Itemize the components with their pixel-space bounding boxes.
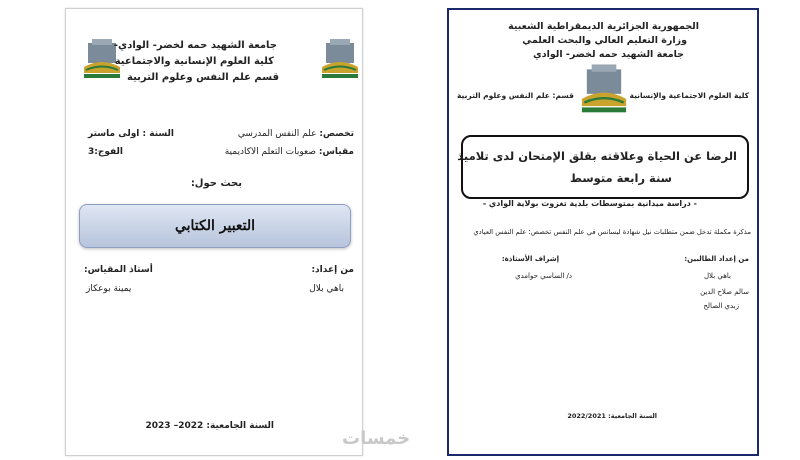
university-name: جامعة الشهيد حمه لخضر- الوادي- xyxy=(113,40,277,51)
group-line: الفوج:3 xyxy=(88,147,123,157)
prepared-by-label: من إعداد: xyxy=(311,265,354,275)
thesis-subtitle: - دراسة ميدانية بمتوسطات بلدية تغزوت بولاية الوادي - xyxy=(482,199,697,208)
university-logo-icon xyxy=(318,37,362,81)
topic-title: التعبير الكتابي xyxy=(174,218,256,234)
republic-name: الجمهورية الجزائرية الديمقراطية الشعبية xyxy=(508,21,699,32)
topic-box xyxy=(79,204,351,248)
professor-label: أستاذ المقياس: xyxy=(84,265,153,275)
professor-value: يمينة بوعكاز xyxy=(86,284,132,294)
student-name: باهي بلال xyxy=(703,272,731,280)
memo-line: مذكرة مكملة تدخل ضمن متطلبات نيل شهادة ليسانس في علم النفس تخصص: علم النفس العيادي xyxy=(473,228,751,236)
academic-year: السنة الجامعية: 2022– 2023 xyxy=(145,421,274,431)
university-name: جامعة الشهيد حمه لخضر- الوادي xyxy=(533,49,684,60)
prepared-by-value: باهي بلال xyxy=(309,284,344,294)
left-cover-page xyxy=(65,8,363,456)
course-label: مقياس: xyxy=(318,147,354,157)
specialty-label: تخصص: xyxy=(319,129,354,139)
thesis-title-line2: سنة رابعة متوسط xyxy=(570,171,672,185)
specialty-value: علم النفس المدرسي xyxy=(237,129,317,139)
course-row xyxy=(225,148,354,157)
students-label: من إعداد الطالبين: xyxy=(684,255,749,263)
watermark: خمسات xyxy=(342,428,411,449)
specialty-row xyxy=(238,130,354,139)
right-cover-page xyxy=(447,8,759,456)
supervisor-name: د/ الساسي حوامدي xyxy=(515,272,572,280)
academic-year: السنة الجامعية: 2022/2021 xyxy=(567,412,657,420)
ministry-name: وزارة التعليم العالي والبحث العلمي xyxy=(522,35,687,46)
faculty-name: كلية العلوم الإنسانية والاجتماعية xyxy=(114,56,274,67)
student-name: سالم صلاح الدين xyxy=(700,288,749,296)
year-line: السنة : اولى ماستر xyxy=(88,129,174,139)
department-name: قسم علم النفس وعلوم التربية xyxy=(127,72,279,83)
faculty-name: كلية العلوم الاجتماعية والإنسانية xyxy=(629,91,749,100)
student-name: زبدي الصالح xyxy=(703,302,739,310)
university-logo-icon xyxy=(577,62,631,116)
course-value: صعوبات التعلم الاكاديمية xyxy=(224,147,316,157)
thesis-title-line1: الرضا عن الحياة وعلاقته بقلق الإمتحان لدى تلاميذ xyxy=(457,149,737,163)
department-name: قسم: علم النفس وعلوم التربية xyxy=(457,91,574,100)
research-label: بحث حول: xyxy=(190,178,242,189)
thesis-title-box xyxy=(457,135,749,199)
supervisor-label: إشراف الأستاذة: xyxy=(501,255,559,263)
